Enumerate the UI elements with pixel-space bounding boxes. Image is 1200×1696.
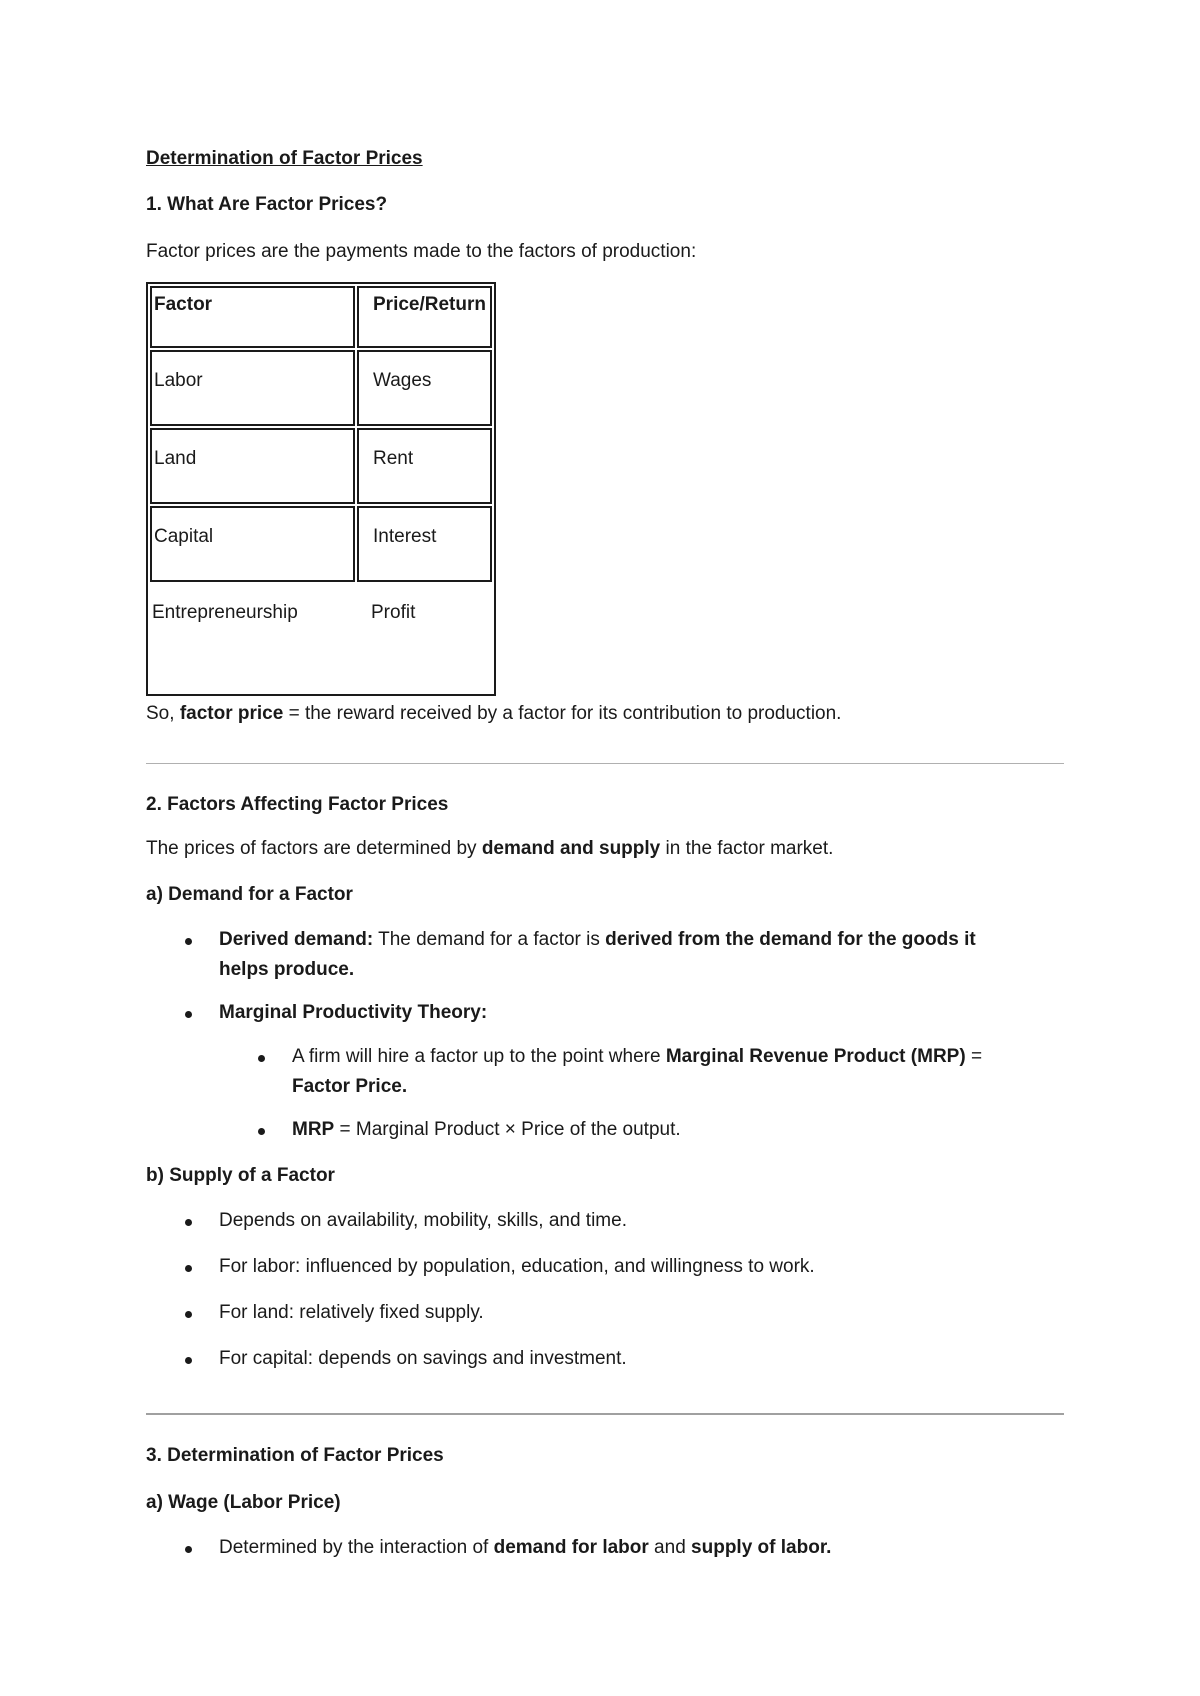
bullet-icon	[185, 1011, 192, 1018]
table-row	[150, 584, 492, 692]
document-title: Determination of Factor Prices	[146, 148, 423, 169]
divider	[146, 1413, 1064, 1415]
section-2-intro: The prices of factors are determined by demand and supply in the factor market.	[146, 838, 834, 859]
mpt-sub-item-1: A firm will hire a factor up to the point where Marginal Revenue Product (MRP) =	[292, 1046, 983, 1067]
supply-item: For capital: depends on savings and investment.	[219, 1348, 627, 1369]
table-cell-price: Profit	[371, 602, 416, 623]
factor-prices-table	[146, 282, 496, 696]
wage-item: Determined by the interaction of demand for labor and supply of labor.	[219, 1537, 832, 1558]
table-header-factor: Factor	[150, 286, 355, 348]
bullet-icon	[258, 1055, 265, 1062]
bullet-icon	[185, 1357, 192, 1364]
section-2-heading: 2. Factors Affecting Factor Prices	[146, 794, 449, 815]
bullet-icon	[185, 938, 192, 945]
supply-item: Depends on availability, mobility, skills, and time.	[219, 1210, 627, 1231]
table-row	[150, 428, 492, 504]
bullet-icon	[258, 1128, 265, 1135]
table-cell-price: Interest	[357, 506, 492, 582]
section-1-summary: So, factor price = the reward received by a factor for its contribution to production.	[146, 703, 842, 724]
demand-heading: a) Demand for a Factor	[146, 884, 353, 905]
supply-item: For labor: influenced by population, education, and willingness to work.	[219, 1256, 815, 1277]
supply-item: For land: relatively fixed supply.	[219, 1302, 484, 1323]
derived-demand-item: Derived demand: The demand for a factor is derived from the demand for the goods it	[219, 929, 976, 950]
mpt-sub-item-2: MRP = Marginal Product × Price of the output.	[292, 1119, 681, 1140]
table-header-price: Price/Return	[357, 286, 492, 348]
section-1-heading: 1. What Are Factor Prices?	[146, 194, 388, 215]
section-1-intro: Factor prices are the payments made to the factors of production:	[146, 241, 697, 262]
table-cell-factor: Land	[150, 428, 355, 504]
bullet-icon	[185, 1546, 192, 1553]
table-cell-price: Rent	[357, 428, 492, 504]
supply-heading: b) Supply of a Factor	[146, 1165, 335, 1186]
table-row	[150, 506, 492, 582]
table-cell-factor: Entrepreneurship	[152, 602, 298, 623]
table-cell-price: Wages	[357, 350, 492, 426]
table-header-row	[150, 286, 492, 348]
table-cell-factor: Capital	[150, 506, 355, 582]
bullet-icon	[185, 1265, 192, 1272]
table-cell-factor: Labor	[150, 350, 355, 426]
bullet-icon	[185, 1311, 192, 1318]
bullet-icon	[185, 1219, 192, 1226]
table-row	[150, 350, 492, 426]
divider	[146, 763, 1064, 764]
section-3-heading: 3. Determination of Factor Prices	[146, 1445, 444, 1466]
derived-demand-item-cont: helps produce.	[219, 959, 355, 980]
mpt-sub-item-1-cont: Factor Price.	[292, 1076, 408, 1097]
mpt-item: Marginal Productivity Theory:	[219, 1002, 488, 1023]
wage-heading: a) Wage (Labor Price)	[146, 1492, 341, 1513]
